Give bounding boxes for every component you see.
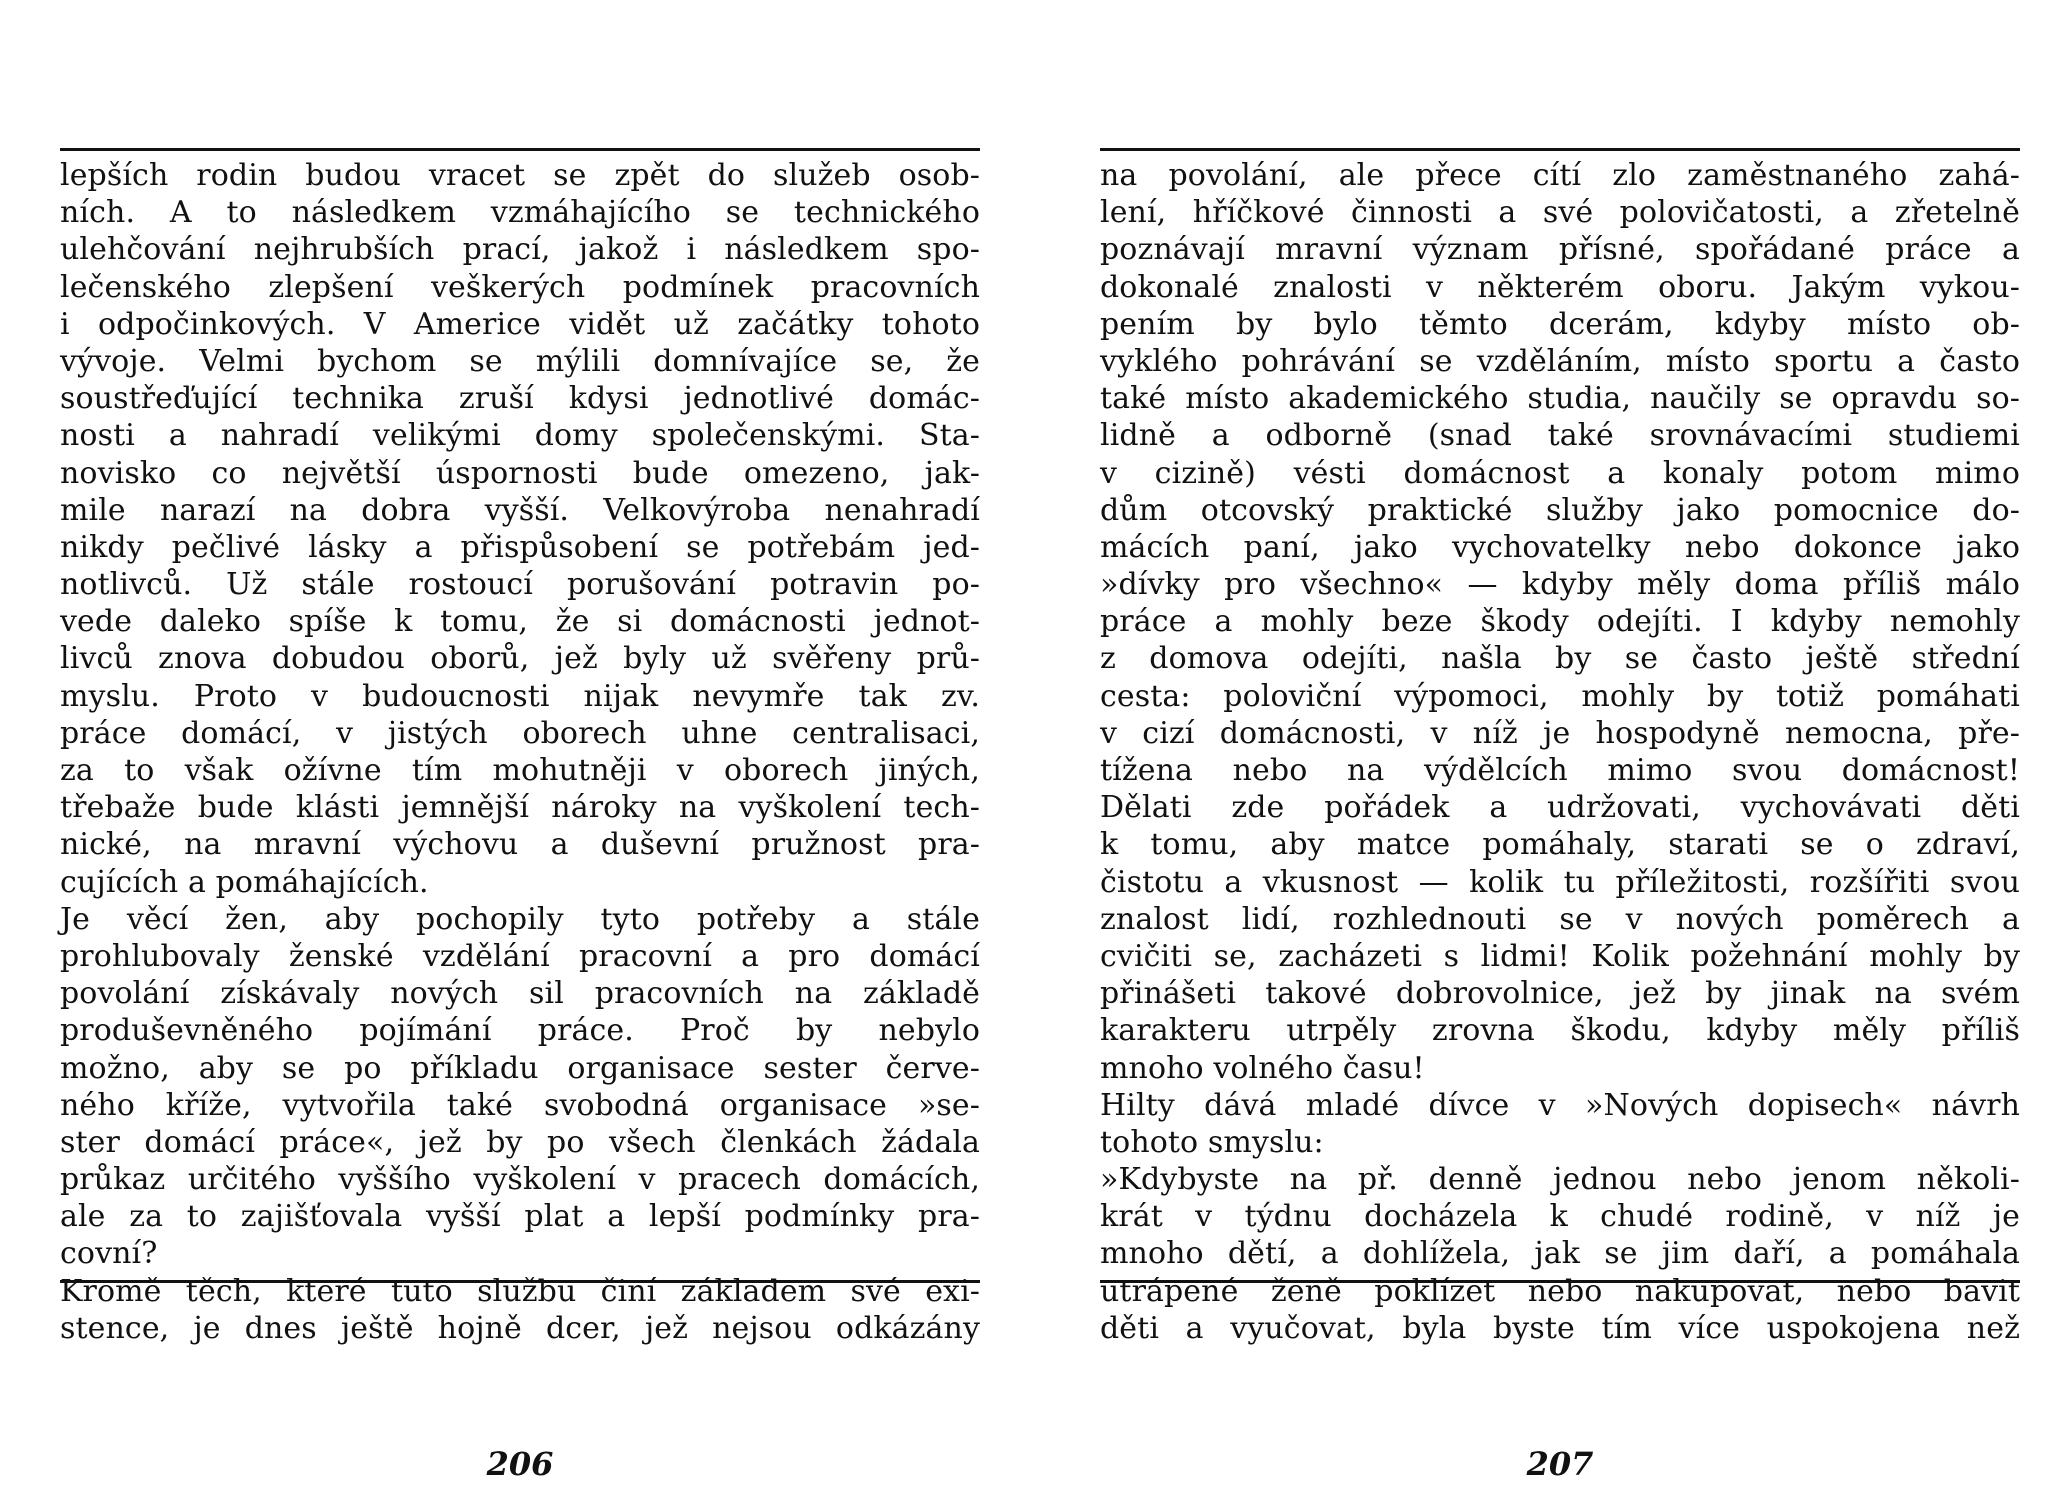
text-line: v cizině) vésti domácnost a konaly potom mimo xyxy=(1100,455,2020,491)
text-line: lečenského zlepšení veškerých podmínek pracovních xyxy=(60,269,980,305)
text-line: nikdy pečlivé lásky a přispůsobení se potřebám jed- xyxy=(60,529,980,565)
text-line: livců znova dobudou oborů, jež byly už svěřeny prů- xyxy=(60,641,980,677)
text-line: k tomu, aby matce pomáhaly, starati se o zdraví, xyxy=(1100,827,2020,863)
text-line: na povolání, ale přece cítí zlo zaměstnaného zahá- xyxy=(1100,158,2020,193)
text-line: mnoho volného času! xyxy=(1100,1050,1425,1086)
text-line: tížena nebo na výdělcích mimo svou domácnost! xyxy=(1100,753,2020,788)
text-line: cvičiti se, zacházeti s lidmi! Kolik požehnání mohly by xyxy=(1100,938,2020,974)
text-line: ale za to zajišťovala vyšší plat a lepší podmínky pra- xyxy=(60,1199,980,1235)
text-line: poznávají mravní význam přísné, spořádané práce a xyxy=(1100,232,2020,268)
text-line: prohlubovaly ženské vzdělání pracovní a pro domácí xyxy=(60,938,980,974)
text-line: děti a vyučovat, byla byste tím více uspokojena než xyxy=(1100,1310,2020,1346)
text-line: znalost lidí, rozhlednouti se v nových poměrech a xyxy=(1100,901,2020,937)
text-line: práce a mohly beze škody odejíti. I kdyby nemohly xyxy=(1100,604,2020,640)
right-page-text xyxy=(1100,157,2020,1346)
text-line: lení, hříčkové činnosti a své polovičatosti, a zřetelně xyxy=(1100,195,2020,231)
text-line: pením by bylo těmto dcerám, kdyby místo ob- xyxy=(1100,306,2020,342)
text-line: soustřeďující technika zruší kdysi jednotlivé domác- xyxy=(60,381,980,417)
text-line: za to však ožívne tím mohutněji v oborech jiných, xyxy=(60,753,980,788)
text-line: ného kříže, vytvořila také svobodná organisace »se- xyxy=(60,1087,980,1123)
text-line: lidně a odborně (snad také srovnávacími studiemi xyxy=(1100,418,2020,454)
text-line: Dělati zde pořádek a udržovati, vychovávati děti xyxy=(1100,790,2020,826)
text-line: ster domácí práce«, jež by po všech členkách žádala xyxy=(60,1124,980,1160)
text-line: mácích paní, jako vychovatelky nebo dokonce jako xyxy=(1100,529,2020,565)
text-line: v cizí domácnosti, v níž je hospodyně nemocna, pře- xyxy=(1100,715,2020,751)
text-line: vyklého pohrávání se vzděláním, místo sportu a často xyxy=(1100,343,2020,379)
top-rule xyxy=(1100,148,2020,151)
text-line: průkaz určitého vyššího vyškolení v pracech domácích, xyxy=(60,1162,980,1198)
page-number-left: 206 xyxy=(486,1445,554,1483)
text-line: covní? xyxy=(60,1236,158,1272)
left-page xyxy=(60,148,980,1346)
text-line: dokonalé znalosti v některém oboru. Jakým vykou- xyxy=(1100,269,2020,305)
text-line: dům otcovský praktické služby jako pomocnice do- xyxy=(1100,492,2020,528)
text-line: povolání získávaly nových sil pracovních na základě xyxy=(60,976,980,1012)
page-number-right: 207 xyxy=(1526,1445,1594,1483)
text-line: ulehčování nejhrubších prací, jakož i následkem spo- xyxy=(60,232,980,268)
text-line: Hilty dává mladé dívce v »Nových dopisech« návrh xyxy=(1100,1087,2020,1123)
text-line: cesta: poloviční výpomoci, mohly by totiž pomáhati xyxy=(1100,678,2020,714)
text-line: utrápené ženě poklízet nebo nakupovat, nebo bavit xyxy=(1100,1273,2020,1309)
text-line: práce domácí, v jistých oborech uhne centralisaci, xyxy=(60,715,980,751)
text-line: lepších rodin budou vracet se zpět do služeb osob- xyxy=(60,158,980,193)
text-line: mile narazí na dobra vyšší. Velkovýroba nenahradí xyxy=(60,492,980,528)
text-line: i odpočinkových. V Americe vidět už začátky tohoto xyxy=(60,306,980,342)
text-line: ních. A to následkem vzmáhajícího se technického xyxy=(60,195,980,231)
text-line: také místo akademického studia, naučily se opravdu so- xyxy=(1100,381,2020,417)
text-line: tohoto smyslu: xyxy=(1100,1124,1324,1160)
text-line: »dívky pro všechno« — kdyby měly doma příliš málo xyxy=(1100,567,2020,603)
text-line: »Kdybyste na př. denně jednou nebo jenom několi- xyxy=(1100,1162,2020,1198)
text-line: cujících a pomáhajících. xyxy=(60,864,429,900)
text-line: notlivců. Už stále rostoucí porušování potravin po- xyxy=(60,567,980,603)
text-line: nosti a nahradí velikými domy společenskými. Sta- xyxy=(60,418,980,454)
text-line: možno, aby se po příkladu organisace sester červe- xyxy=(60,1050,980,1086)
text-line: mnoho dětí, a dohlížela, jak se jim daří, a pomáhala xyxy=(1100,1236,2020,1272)
text-line: vývoje. Velmi bychom se mýlili domnívajíce se, že xyxy=(60,343,980,379)
text-line: z domova odejíti, našla by se často ještě střední xyxy=(1100,641,2020,677)
text-line: krát v týdnu docházela k chudé rodině, v níž je xyxy=(1100,1199,2020,1235)
text-line: novisko co největší úspornosti bude omezeno, jak- xyxy=(60,455,980,491)
text-line: Kromě těch, které tuto službu činí základem své exi- xyxy=(60,1273,980,1309)
top-rule xyxy=(60,148,980,151)
text-line: nické, na mravní výchovu a duševní pružnost pra- xyxy=(60,827,980,863)
text-line: stence, je dnes ještě hojně dcer, jež nejsou odkázány xyxy=(60,1310,980,1346)
text-line: přinášeti takové dobrovolnice, jež by jinak na svém xyxy=(1100,976,2020,1012)
text-line: karakteru utrpěly zrovna škodu, kdyby měly příliš xyxy=(1100,1013,2020,1049)
left-page-text xyxy=(60,157,980,1346)
text-line: třebaže bude klásti jemnější nároky na vyškolení tech- xyxy=(60,790,980,826)
text-line: vede daleko spíše k tomu, že si domácnosti jednot- xyxy=(60,604,980,640)
right-page xyxy=(1100,148,2020,1346)
text-line: myslu. Proto v budoucnosti nijak nevymře tak zv. xyxy=(60,678,980,714)
text-line: čistotu a vkusnost — kolik tu příležitosti, rozšířiti svou xyxy=(1100,864,2020,900)
text-line: Je věcí žen, aby pochopily tyto potřeby a stále xyxy=(60,901,980,937)
text-line: produševněného pojímání práce. Proč by nebylo xyxy=(60,1013,980,1049)
